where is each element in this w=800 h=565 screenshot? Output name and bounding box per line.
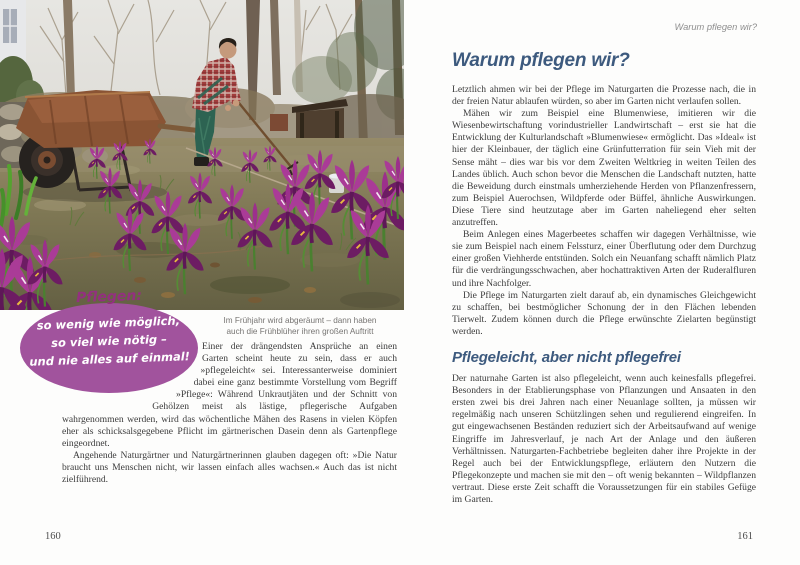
- body-paragraph: Letztlich ahmen wir bei der Pflege im Naturgarten die Prozesse nach, die in der freien Natur ablaufen würden, so aber im Garten nicht verlaufen sollen.: [452, 84, 756, 108]
- bubble-title: Pflegen:: [75, 287, 143, 307]
- body-paragraph: Mähen wir zum Beispiel eine Blumenwiese, imitieren wir die Wiesenbewirtschaftung vorindustrieller Landwirtschaft – erst sie hat die Entwicklung der Kulturlandschaft »Blumenwiese« ermöglicht. Das »Ideal« ist hier der Kleinbauer, der täglich eine Grünfutterration für sein Vieh mit der Sense mäht – dies war bis vor dem Zweiten Weltkrieg in weiten Teilen des Landes üblich. Auch schon bevor die Menschen die Landschaft nutzten, hatte die Beweidung durch einstmals umherziehende Herden von Pflanzenfressern, zum Beispiel Auerochsen, Wildpferde oder Büffel, ähnliche Auswirkungen. Diese Tiere sind heutzutage aber im Garten naheliegend eher selten anzutreffen.: [452, 108, 756, 229]
- bubble-line2: so viel wie nötig –: [50, 331, 168, 351]
- photo-caption: [197, 316, 403, 337]
- bubble-line3: und nie alles auf einmal!: [29, 349, 191, 369]
- body-paragraph: Einer der drängendsten Ansprüche an einen Garten scheint heute zu sein, dass er auch »pflegeleicht« sei. Interessanterweise dominiert dabei eine ganz bestimmte Vorstellung vom Begriff »Pflege«: Während Unkrautjäten und der Schnitt von Gehölzen meist als lästige, pflegerische Aufgaben wahrgenommen werden, wird das wöchentliche Mähen des Rasens in vielen Köpfen eher als schicksalsgegebene Pflicht im gärtnerischen Dasein denn als Gartenpflege eingeordnet.: [62, 341, 397, 449]
- page-number-left: 160: [45, 531, 61, 542]
- body-paragraph: Beim Anlegen eines Magerbeetes schaffen wir dagegen Verhältnisse, wie sie zum Beispiel nach einem Felssturz, einer Überflutung oder dem Durchzug einer großen Viehherde entstünden. Solch ein Neuanfang schafft nämlich Platz für die verdrängungsschwachen, aber hochattraktiven Arten der Ruderalfluren und ihre Nachfolger.: [452, 229, 756, 289]
- section-heading: Pflegeleicht, aber nicht pflegefrei: [452, 348, 681, 366]
- photo-caption-line1: Im Frühjahr wird abgeräumt – dann haben: [223, 316, 377, 325]
- body-paragraph: Angehende Naturgärtner und Naturgärtnerinnen glauben dagegen oft: »Die Natur braucht uns Menschen nicht, wir lassen einfach alles wachsen.« Auch das ist nicht zielführend.: [62, 449, 397, 486]
- running-head: Warum pflegen wir?: [674, 22, 757, 32]
- page-number-right: 161: [737, 531, 753, 542]
- garden-photo: [0, 0, 404, 310]
- photo-caption-line2: auch die Frühblüher ihren großen Auftritt: [226, 326, 374, 336]
- chapter-heading: Warum pflegen wir?: [452, 50, 630, 71]
- body-paragraph: Die Pflege im Naturgarten zielt darauf ab, ein dynamisches Gleichgewicht zu schaffen, bei bestmöglicher Schonung der in den Flächen lebenden Tierwelt. Zudem können durch die Pflege erwünschte Zielarten begünstigt werden.: [452, 289, 756, 337]
- bubble-line1: so wenig wie möglich,: [36, 313, 181, 333]
- body-paragraph: Der naturnahe Garten ist also pflegeleicht, wenn auch keinesfalls pflegefrei. Besonders in der Etablierungsphase von Pflanzungen und Ansaaten in den ersten zwei bis drei Jahren nach einer Neuanlage sollten, ja müssen wir regelmäßig nach unseren Schützlingen sehen und regulierend eingreifen. In gut eingewachsenen Beständen reduziert sich der Arbeitsaufwand auf wenige Eingriffe im Jahresverlauf, je nach Art der Anlage und den äußeren Verhältnissen. Naturgarten-Fachbetriebe begleiten daher ihre Projekte in der Regel auch bei der Entwicklungspflege, erläutern den Nutzern die Pflegekonzepte und machen sie mit den – oft wenig bekannten – Wildpflanzen vertraut. Diese erste Zeit schafft die Voraussetzungen für ein stabiles Gefüge im Garten.: [452, 373, 756, 505]
- right-page: [420, 0, 800, 565]
- left-body-text: [62, 341, 397, 486]
- right-body-text: [452, 84, 756, 506]
